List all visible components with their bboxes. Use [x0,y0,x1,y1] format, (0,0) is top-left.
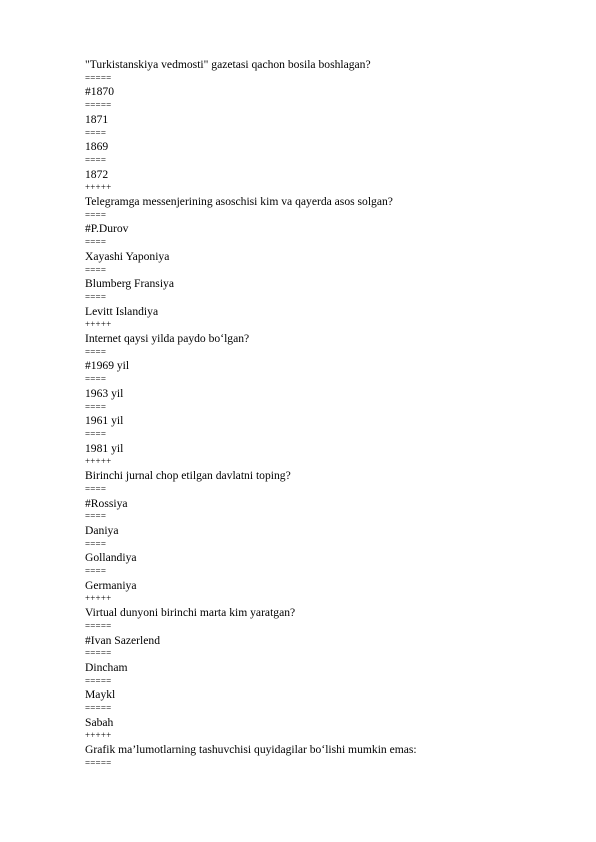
text-line: Levitt Islandiya [85,304,159,318]
text-line: Dincham [85,660,128,674]
text-line: Grafik ma’lumotlarning tashuvchisi quyidagilar bo‘lishi mumkin emas: [85,743,417,757]
separator-line: ===== [85,675,112,686]
text-line: 1961 yil [85,414,124,428]
separator-line: ==== [85,154,107,165]
text-line: Internet qaysi yilda paydo bo‘lgan? [85,332,250,346]
separator-line: ==== [85,346,107,357]
text-line: #Ivan Sazerlend [85,633,161,647]
separator-line: ==== [85,209,107,220]
text-line: Birinchi jurnal chop etilgan davlatni toping? [85,469,291,483]
text-line: 1869 [85,140,109,154]
text-line: Sabah [85,715,114,729]
text-line: 1963 yil [85,386,124,400]
separator-line: +++++ [85,319,112,330]
text-line: "Turkistanskiya vedmosti" gazetasi qachon bosila boshlagan? [85,58,371,71]
separator-line: +++++ [85,182,112,193]
separator-line: ==== [85,483,107,494]
text-line: Daniya [85,523,119,537]
separator-line: ==== [85,127,107,138]
text-line: Blumberg Fransiya [85,277,174,291]
separator-line: ==== [85,566,107,577]
text-line: Gollandiya [85,551,137,565]
separator-line: ==== [85,237,107,248]
text-line: Virtual dunyoni birinchi marta kim yaratgan? [85,606,296,620]
separator-line: ===== [85,757,112,768]
separator-line: +++++ [85,593,112,604]
text-line: 1871 [85,112,109,126]
separator-line: ==== [85,401,107,412]
text-line: #1870 [85,85,114,99]
document-page [85,58,565,771]
text-line: Telegramga messenjerining asoschisi kim va qayerda asos solgan? [85,195,393,209]
separator-line: ===== [85,100,112,111]
text-line: Germaniya [85,578,137,592]
text-line: 1872 [85,167,109,181]
separator-line: ==== [85,511,107,522]
text-line: #P.Durov [85,222,129,236]
separator-line: ==== [85,291,107,302]
text-line: 1981 yil [85,441,124,455]
separator-line: ===== [85,648,112,659]
separator-line: ===== [85,703,112,714]
separator-line: +++++ [85,456,112,467]
text-line: #1969 yil [85,359,130,373]
text-line: Xayashi Yaponiya [85,249,170,263]
separator-line: +++++ [85,730,112,741]
separator-line: ==== [85,374,107,385]
text-line: #Rossiya [85,496,128,510]
separator-line: ===== [85,620,112,631]
text-line: Maykl [85,688,116,702]
separator-line: ==== [85,428,107,439]
separator-line: ==== [85,264,107,275]
separator-line: ===== [85,72,112,83]
separator-line: ==== [85,538,107,549]
